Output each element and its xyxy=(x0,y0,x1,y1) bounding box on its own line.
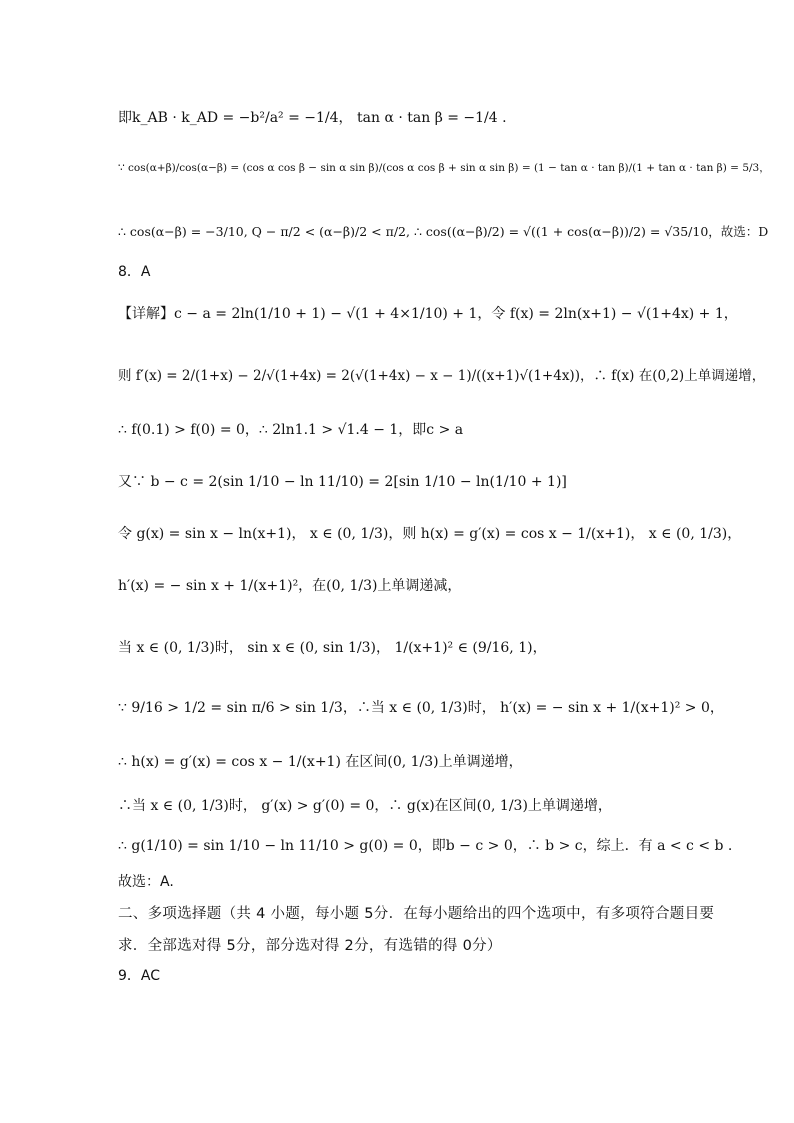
text-line: 令 g(x) = sin x − ln(x+1)， x ∈ (0, 1/3)，则 h(x) = g′(x) = cos x − 1/(x+1)， x ∈ (0, 1/3)， xyxy=(118,526,742,542)
text-line: ∵ 9/16 > 1/2 = sin π/6 > sin 1/3，∴当 x ∈ (0, 1/3)时， h′(x) = − sin x + 1/(x+1)² > 0， xyxy=(118,700,724,716)
text-line: ∴ cos(α−β) = −3/10, Q − π/2 < (α−β)/2 < π/2, ∴ cos((α−β)/2) = √((1 + cos(α−β))/2) = √35/10，故选：D xyxy=(118,224,769,239)
text-line: 【详解】c − a = 2ln(1/10 + 1) − √(1 + 4×1/10) + 1，令 f(x) = 2ln(x+1) − √(1+4x) + 1， xyxy=(118,306,738,322)
text-line: ∴ f(0.1) > f(0) = 0，∴ 2ln1.1 > √1.4 − 1，即c > a xyxy=(118,422,464,438)
text-line: ∴当 x ∈ (0, 1/3)时， g′(x) > g′(0) = 0，∴ g(x)在区间(0, 1/3)上单调递增， xyxy=(118,798,612,814)
section-heading: 二、多项选择题（共 4 小题，每小题 5分．在每小题给出的四个选项中，有多项符合题目要 xyxy=(118,906,715,922)
text-line: ∴ g(1/10) = sin 1/10 − ln 11/10 > g(0) = 0，即b − c > 0，∴ b > c，综上．有 a < c < b . xyxy=(118,838,733,854)
text-line: ∴ h(x) = g′(x) = cos x − 1/(x+1) 在区间(0, 1/3)上单调递增， xyxy=(118,754,523,770)
text-line: 即k_AB · k_AD = −b²/a² = −1/4， tan α · tan β = −1/4 . xyxy=(118,110,507,126)
text-line: h′(x) = − sin x + 1/(x+1)²，在(0, 1/3)上单调递减， xyxy=(118,578,462,594)
text-line: 当 x ∈ (0, 1/3)时， sin x ∈ (0, sin 1/3)， 1/(x+1)² ∈ (9/16, 1)， xyxy=(118,640,547,656)
text-line: 又∵ b − c = 2(sin 1/10 − ln 11/10) = 2[sin 1/10 − ln(1/10 + 1)] xyxy=(118,474,567,490)
question-number: 9．AC xyxy=(118,968,161,984)
question-number: 8．A xyxy=(118,264,151,280)
text-line: ∵ cos(α+β)/cos(α−β) = (cos α cos β − sin α sin β)/(cos α cos β + sin α sin β) = (1 − tan α · tan β)/(1 + tan α · tan β) = 5/3， xyxy=(118,162,770,174)
section-heading-continued: 求．全部选对得 5分，部分选对得 2分，有选错的得 0分） xyxy=(118,938,502,954)
text-line: 故选：A. xyxy=(118,874,174,890)
text-line: 则 f′(x) = 2/(1+x) − 2/√(1+4x) = 2(√(1+4x) − x − 1)/((x+1)√(1+4x))，∴ f(x) 在(0,2)上单调递增， xyxy=(118,368,766,384)
